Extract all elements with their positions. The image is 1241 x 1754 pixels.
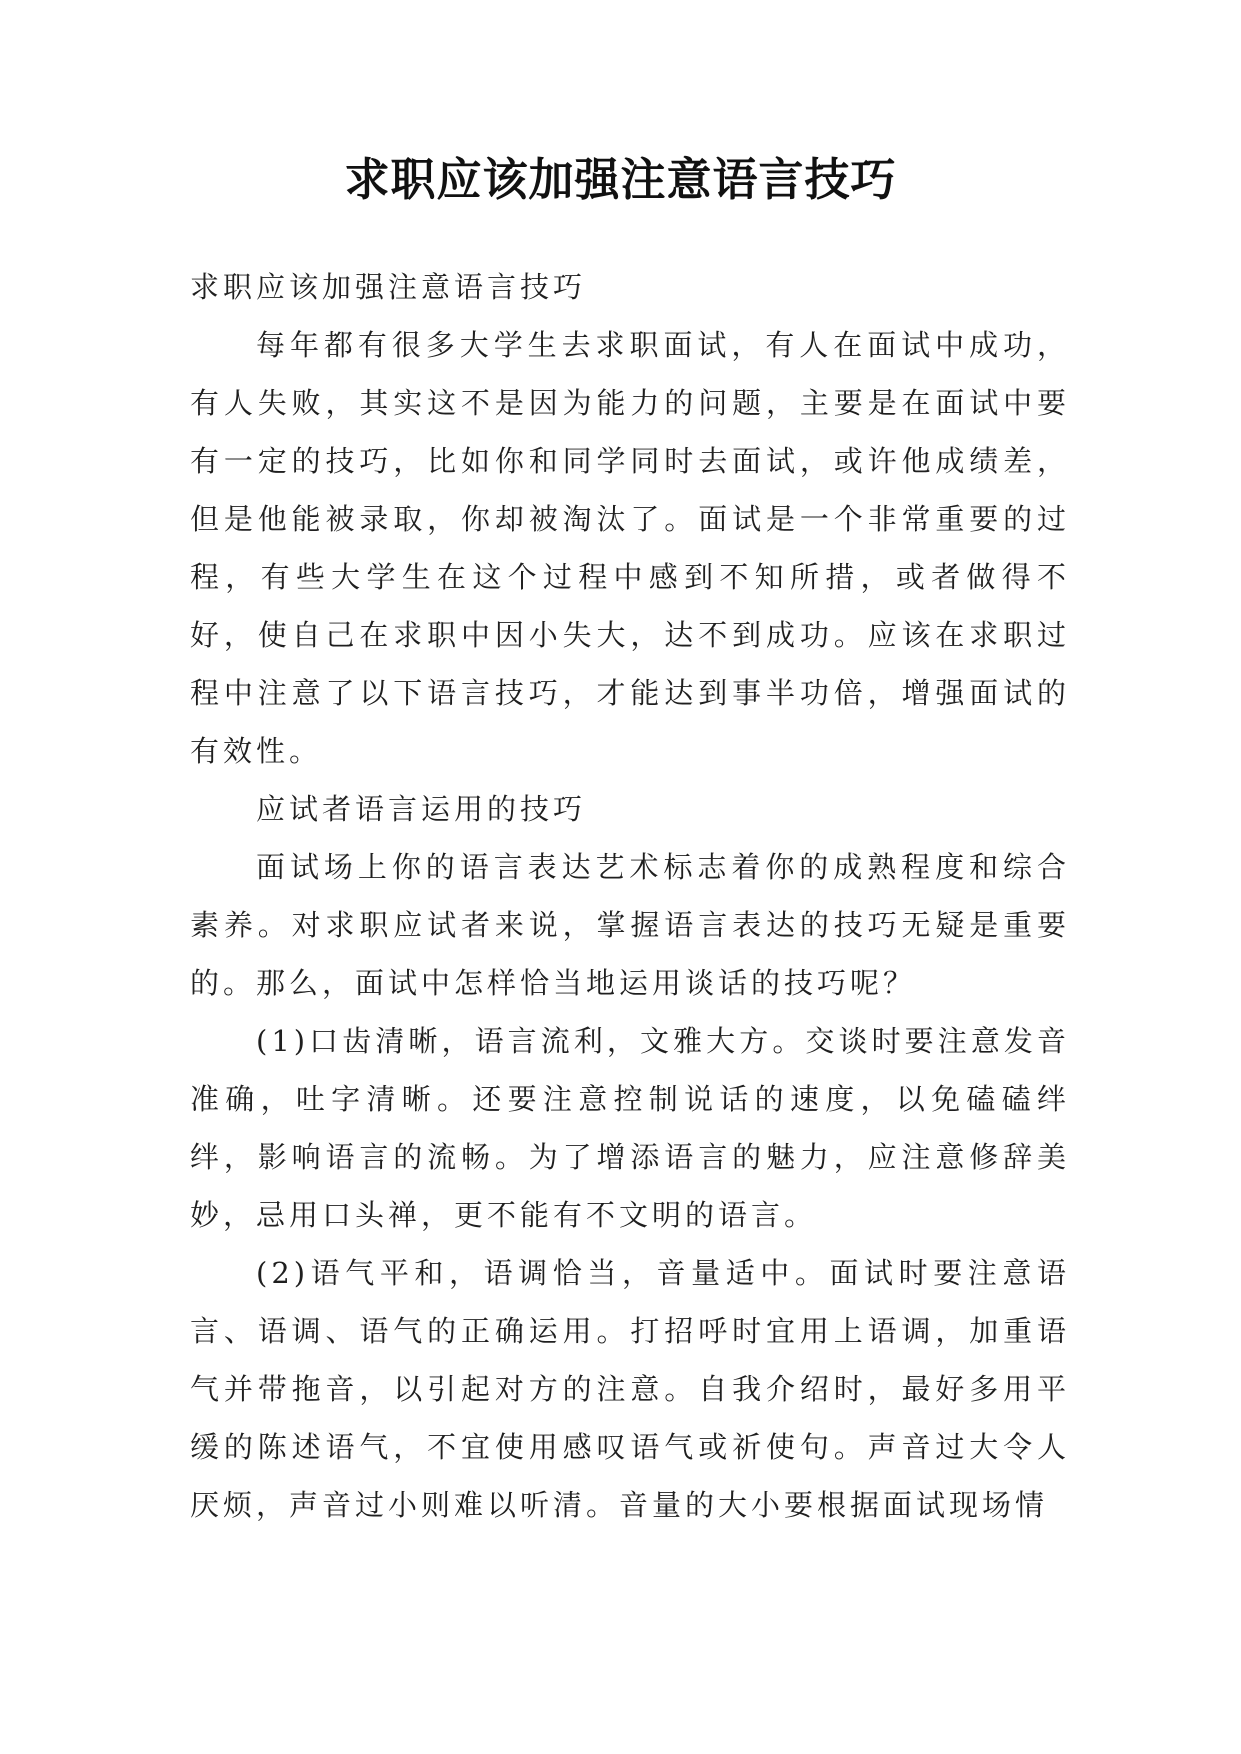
paragraph-subtitle: 求职应该加强注意语言技巧 xyxy=(190,270,587,304)
paragraph-point-1: (1)口齿清晰，语言流利，文雅大方。交谈时要注意发音准确，吐字清晰。还要注意控制说话的速度，以免磕磕绊绊，影响语言的流畅。为了增添语言的魅力，应注意修辞美妙，忌用口头禅，更不能有不文明的语言。 xyxy=(190,1024,1070,1232)
paragraph-overview: 面试场上你的语言表达艺术标志着你的成熟程度和综合素养。对求职应试者来说，掌握语言表达的技巧无疑是重要的。那么，面试中怎样恰当地运用谈话的技巧呢？ xyxy=(190,850,1070,1000)
paragraph-point-2: (2)语气平和，语调恰当，音量适中。面试时要注意语言、语调、语气的正确运用。打招呼时宜用上语调，加重语气并带拖音，以引起对方的注意。自我介绍时，最好多用平缓的陈述语气，不宜使用感叹语气或祈使句。声音过大令人厌烦，声音过小则难以听清。音量的大小要根据面试现场情 xyxy=(190,1256,1070,1522)
document-body xyxy=(190,258,1070,1534)
section-heading: 应试者语言运用的技巧 xyxy=(256,792,587,826)
paragraph-intro: 每年都有很多大学生去求职面试，有人在面试中成功，有人失败，其实这不是因为能力的问题，主要是在面试中要有一定的技巧，比如你和同学同时去面试，或许他成绩差，但是他能被录取，你却被淘汰了。面试是一个非常重要的过程，有些大学生在这个过程中感到不知所措，或者做得不好，使自己在求职中因小失大，达不到成功。应该在求职过程中注意了以下语言技巧，才能达到事半功倍，增强面试的有效性。 xyxy=(190,328,1070,768)
document-title: 求职应该加强注意语言技巧 xyxy=(344,153,897,206)
